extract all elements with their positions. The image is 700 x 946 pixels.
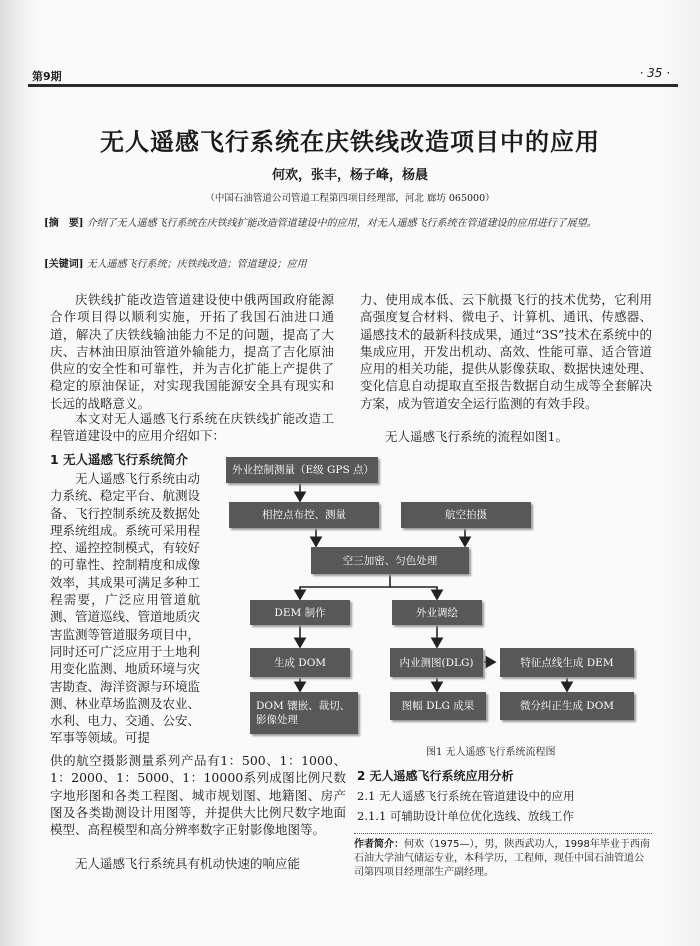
flow-box-gps-control: 外业控制测量（E级 GPS 点）	[226, 457, 378, 483]
products-paragraph: 供的航空摄影测量系列产品有1：500、1：1000、1：2000、1：5000、1：10000系列成图比例尺数字地形图和各类工程图、城市规划图、地籍图、房产图及各类勘测设计用图等，并提供大比例尺数字地面模型、高程模型和高分辨率数字正射影像地图等。	[50, 753, 346, 838]
keywords-text: 无人遥感飞行系统；庆铁线改造；管道建设；应用	[86, 259, 307, 270]
article-title: 无人遥感飞行系统在庆铁线改造项目中的应用	[100, 128, 600, 156]
page-number: · 35 ·	[639, 66, 670, 80]
system-intro-paragraph: 无人遥感飞行系统由动力系统、稳定平台、航测设备、飞行控制系统及数据处理系统组成。系统可采用程控、遥控控制模式，有较好的可靠性、控制精度和成像效率，其成果可满足多种工程需要，广泛应用管道航测、管道巡线、管道地质灾害监测等管道服务项目中，同时还可广泛应用于土地利用变化监测、地质环境与灾害勘查、海洋资源与环境监测、林业草场监测及农业、水利、电力、交通、公安、军事等领域。可提	[50, 471, 201, 746]
issue-number: 第9期	[32, 70, 62, 83]
section2-1-1-heading: 2.1.1 可辅助设计单位优化选线、放线工作	[357, 809, 574, 823]
flow-box-field-annotation: 外业调绘	[392, 600, 482, 625]
arrow-b4-b6	[390, 587, 437, 599]
flow-box-dem-production: DEM 制作	[250, 600, 350, 625]
abstract-label: [摘 要]	[44, 218, 84, 229]
footnote-rule	[354, 833, 652, 834]
authors: 何欢，张丰，杨子峰，杨晨	[271, 168, 428, 183]
affiliation: （中国石油管道公司管道工程第四项目经理部，河北 廊坊 065000）	[205, 193, 495, 204]
flow-box-dlg-result: 图幅 DLG 成果	[390, 692, 486, 720]
flow-box-aerial-photography: 航空拍摄	[401, 502, 531, 528]
advantage-paragraph-cont: 力、使用成本低、云下航摄飞行的技术优势，它利用高强度复合材料、微电子、计算机、通讯、传感器、遥感技术的最新科技成果，通过“3S”技术在系统中的集成应用，开发出机动、高效、性能可靠、适合管道应用的相关功能，提供从影像获取、数据快速处理、变化信息自动提取直至报告数据自动生成等全套解决方案，成为管道安全运行监测的有效手段。	[360, 292, 652, 411]
figure-caption: 图1 无人遥感飞行系统流程图	[426, 747, 556, 758]
author-bio-text: 何欢（1975—），男，陕西武功人，1998年毕业于西南石油大学油气储运专业，本科学历，工程师，现任中国石油管道公司第四项目经理部生产副经理。	[354, 839, 650, 878]
arrow-b4-b5	[300, 574, 390, 599]
flow-box-differential-rectification: 微分纠正生成 DOM	[500, 692, 634, 720]
advantage-paragraph-start: 无人遥感飞行系统具有机动快速的响应能	[75, 856, 301, 871]
abstract-text: 介绍了无人遥感飞行系统在庆铁线扩能改造管道建设中的应用，对无人遥感飞行系统在管道建设的应用进行了展望。	[86, 218, 597, 229]
flow-box-feature-dem: 特征点线生成 DEM	[500, 648, 634, 677]
intro-paragraph: 庆铁线扩能改造管道建设使中俄两国政府能源合作项目得以顺利实施，开拓了我国石油进口通道，解决了庆铁线输油能力不足的问题，提高了大庆、吉林油田原油管道外输能力，提高了吉化原油供应的安全性和可靠性，并为吉化扩能上产提供了稳定的原油保证，对实现我国能源安全具有现实和长远的战略意义。	[50, 292, 334, 411]
flow-box-control-points: 相控点布控、测量	[229, 502, 379, 528]
section2-1-heading: 2.1 无人遥感飞行系统在管道建设中的应用	[357, 789, 575, 803]
section2-heading: 2 无人遥感飞行系统应用分析	[357, 769, 514, 783]
author-bio	[354, 838, 652, 880]
flow-box-aerial-triangulation: 空三加密、匀色处理	[311, 547, 469, 574]
flow-box-generate-dom: 生成 DOM	[250, 648, 350, 677]
scope-paragraph: 本文对无人遥感飞行系统在庆铁线扩能改造工程管道建设中的应用介绍如下：	[50, 411, 334, 444]
flow-box-indoor-mapping: 内业测图(DLG)	[390, 648, 483, 677]
keywords-label: [关键词]	[44, 259, 84, 270]
author-bio-label: 作者简介：	[354, 839, 404, 850]
flow-intro-paragraph: 无人遥感飞行系统的流程如图1。	[385, 429, 568, 444]
flow-box-dom-mosaic: DOM 镶嵌、裁切、影像处理	[250, 692, 358, 734]
section1-heading: 1 无人遥感飞行系统简介	[50, 452, 189, 467]
